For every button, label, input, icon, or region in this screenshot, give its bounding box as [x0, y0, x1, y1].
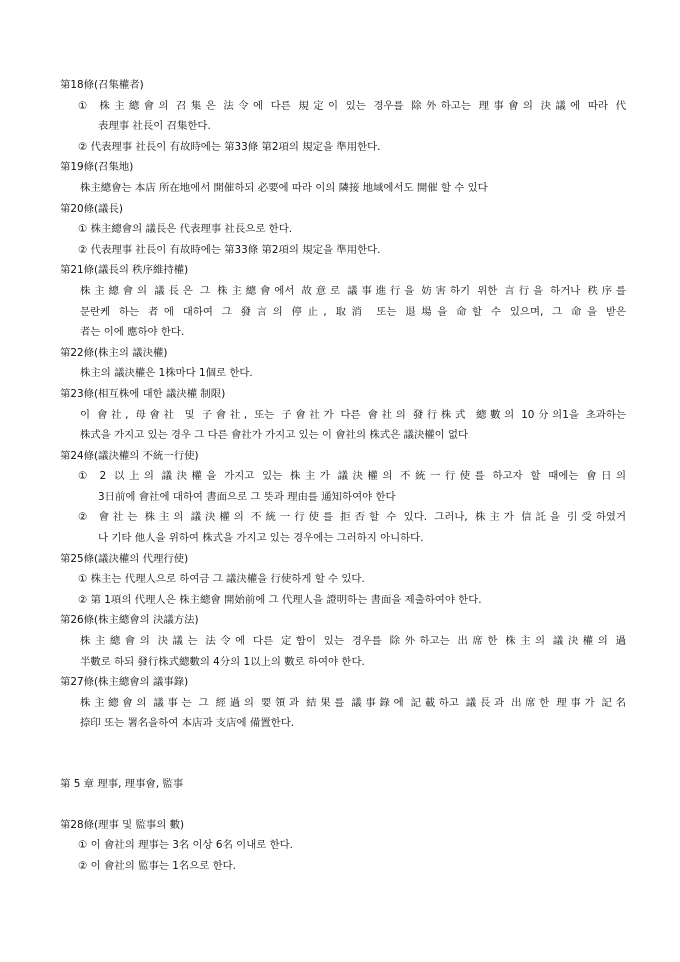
- articles-group: [60, 75, 626, 734]
- clause-line: ② 會社는 株主의 議決權의 不統一行使를 拒否할 수 있다. 그러나, 株主가 信託을 引受하였거: [78, 511, 626, 524]
- body-line: 者는 이에 應하야 한다.: [80, 326, 185, 339]
- article: [60, 75, 626, 157]
- clause-line: ② 第 1項의 代理人은 株主總會 開始前에 그 代理人을 證明하는 書面을 제출하여야 한다.: [78, 593, 482, 606]
- clause-line: ② 이 會社의 監事는 1名으로 한다.: [78, 859, 236, 872]
- article: [60, 260, 626, 342]
- article-heading: 第25條(議決權의 代理行使): [60, 552, 189, 565]
- article-heading: 第22條(株主의 議決權): [60, 346, 168, 359]
- article: [60, 157, 626, 198]
- article-heading: 第27條(株主總會의 議事錄): [60, 676, 189, 689]
- article: [60, 815, 626, 877]
- article-heading: 第24條(議決權의 不統一行使): [60, 449, 199, 462]
- clause-line: ① 株主總會의 議長은 代表理事 社長으로 한다.: [78, 223, 293, 236]
- body-line: 株式을 가지고 있는 경우 그 다른 會社가 가지고 있는 이 會社의 株式은 議決權이 없다: [80, 429, 469, 442]
- article-heading: 第18條(召集權者): [60, 79, 144, 91]
- chapter-title: 第 5 章 理事, 理事會, 監事: [60, 778, 184, 790]
- body-line: 半數로 하되 發行株式總數의 4分의 1以上의 數로 하여야 한다.: [80, 655, 365, 668]
- document-page: [60, 75, 626, 876]
- clause-line: ① 이 會社의 理事는 3名 이상 6名 이내로 한다.: [78, 839, 293, 852]
- body-line: 株主總會의 決議는 法令에 다른 定함이 있는 경우를 除外하고는 出席한 株主의 議決權의 過: [80, 635, 626, 648]
- clause-line: 3日前에 會社에 대하여 書面으로 그 뜻과 理由를 通知하여야 한다: [98, 490, 396, 503]
- article: [60, 610, 626, 672]
- body-line: 이 會社, 母會社 및 子會社, 또는 子會社가 다른 會社의 發行株式 總數의 10分의1을 초과하는: [80, 408, 626, 421]
- clause-line: ② 代表理事 社長이 有故時에는 第33條 第2項의 規定을 準用한다.: [78, 243, 381, 256]
- clause-line: ② 代表理事 社長이 有故時에는 第33條 第2項의 規定을 準用한다.: [78, 140, 381, 153]
- article-heading: 第23條(相互株에 대한 議決權 制限): [60, 387, 226, 400]
- articles-group: [60, 815, 626, 877]
- article: [60, 199, 626, 261]
- clause-line: 나 기타 他人을 위하여 株式을 가지고 있는 경우에는 그러하지 아니하다.: [98, 532, 424, 545]
- body-line: 捺印 또는 署名을하여 本店과 支店에 備置한다.: [80, 717, 295, 730]
- article-heading: 第28條(理事 및 監事의 數): [60, 818, 185, 831]
- body-line: 株主總會는 本店 所在地에서 開催하되 必要에 따라 이의 隣接 地域에서도 開催 할 수 있다: [80, 181, 488, 194]
- article: [60, 446, 626, 549]
- article: [60, 384, 626, 446]
- article-heading: 第26條(株主總會의 決議方法): [60, 614, 199, 627]
- body-line: 문란케 하는 者에 대하여 그 發言의 停止, 取消 또는 退場을 命할 수 있으며, 그 命을 받은: [80, 305, 626, 318]
- clause-line: ① 株主總會의 召集은 法令에 다른 規定이 있는 경우를 除外하고는 理事會의 決議에 따라 代: [78, 99, 626, 112]
- article-heading: 第19條(召集地): [60, 161, 134, 174]
- article: [60, 672, 626, 734]
- clause-line: 表理事 社長이 召集한다.: [98, 120, 211, 133]
- body-line: 株主의 議決權은 1株마다 1個로 한다.: [80, 367, 253, 380]
- body-line: 株主總會의 議事는 그 經過의 要領과 結果를 議事錄에 記載하고 議長과 出席한 理事가 記名: [80, 696, 626, 709]
- article: [60, 549, 626, 611]
- clause-line: ① 株主는 代理人으로 하여금 그 議決權을 行使하게 할 수 있다.: [78, 573, 365, 586]
- article: [60, 343, 626, 384]
- article-heading: 第21條(議長의 秩序維持權): [60, 264, 189, 277]
- body-line: 株主總會의 議長은 그 株主總會에서 故意로 議事進行을 妨害하기 위한 言行을 하거나 秩序를: [80, 284, 626, 297]
- article-heading: 第20條(議長): [60, 202, 123, 215]
- clause-line: ① 2 以上의 議決權을 가지고 있는 株主가 議決權의 不統一行使를 하고자 할 때에는 會日의: [78, 470, 626, 483]
